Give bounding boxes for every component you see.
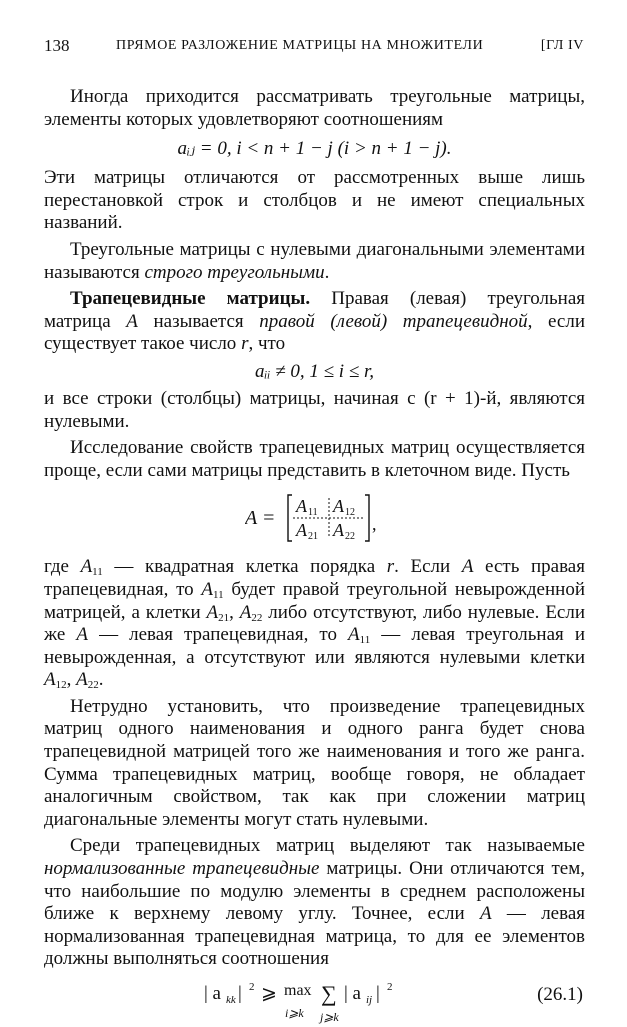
equation-26-1 <box>44 977 585 1027</box>
running-title: ПРЯМОЕ РАЗЛОЖЕНИЕ МАТРИЦЫ НА МНОЖИТЕЛИ <box>116 38 484 53</box>
equation-26-1-formula <box>204 977 404 1027</box>
eq-geq: ⩾ <box>261 983 277 1004</box>
eq-sum: ∑ <box>321 981 337 1006</box>
formula-diagonal-condition: aᵢᵢ ≠ 0, 1 ≤ i ≤ r, <box>254 360 375 382</box>
eq-lhs-close: | <box>238 983 242 1004</box>
paragraph-9: Среди трапецевидных матриц выделяют так называемые нормализованные трапецевидные матрицы. Они отличаются тем, что наибольшие по модулю элементы в среднем расположены ближе к верхнему левому углу. Точнее, если A — левая нормализованная трапецевидная матрица, то для ее элементов должны выполняться соотношения <box>44 835 585 970</box>
eq-rhs-open: | a <box>344 983 361 1004</box>
eq-max: max <box>284 982 312 999</box>
eq-rhs-sub: ij <box>366 994 373 1006</box>
block-a22-sub: 22 <box>344 531 355 543</box>
section-run-in-heading: Трапецевидные матрицы. <box>70 288 311 310</box>
paragraph-2: Эти матрицы отличаются от рассмотренных выше лишь перестановкой строк и столбцов и не имеют специальных названий. <box>44 167 585 234</box>
chapter-marker: [ГЛ IV <box>540 38 584 53</box>
paragraph-5: и все строки (столбцы) матрицы, начиная с (r + 1)-й, являются нулевыми. <box>44 387 585 432</box>
block-a11: A <box>295 496 307 517</box>
block-matrix-formula <box>44 490 585 546</box>
block-a12-sub: 12 <box>344 507 355 519</box>
matrix-comma: , <box>371 514 376 535</box>
paragraph-1: Иногда приходится рассматривать треугольные матрицы, элементы которых удовлетворяют соотношениям <box>44 86 585 130</box>
block-a22: A <box>332 520 344 541</box>
eq-rhs-close: | <box>376 983 380 1004</box>
page-body <box>44 86 585 1027</box>
paragraph-3: Треугольные матрицы с нулевыми диагональными элементами называются строго треугольными. <box>44 238 585 283</box>
block-a11-sub: 11 <box>307 507 318 519</box>
eq-lhs-sub: kk <box>226 994 236 1006</box>
block-a12: A <box>332 496 344 517</box>
formula-triangular-condition: aᵢⱼ = 0, i < n + 1 − j (i > n + 1 − j). <box>177 138 452 160</box>
eq-rhs-sup: 2 <box>387 981 393 993</box>
paragraph-8: Нетрудно установить, что произведение трапецевидных матриц одного наименования и одного ранга будет снова трапецевидной матрицей того же наименования и того же ранга. Сумма трапецевидных матриц, вообще говоря, не обладает аналогичным свойством, так как при сложении матриц диагональные элементы могут стать нулевыми. <box>44 695 585 830</box>
eq-sum-sub: j⩾k <box>320 1010 339 1024</box>
eq-lhs-sup: 2 <box>249 981 255 993</box>
matrix-lhs: A = <box>244 507 275 530</box>
block-a21-sub: 21 <box>307 531 318 543</box>
page-number: 138 <box>44 36 70 55</box>
block-matrix <box>245 490 385 546</box>
paragraph-block-description: где $A_{11}$ — квадратная клетка порядка r. Если A есть правая трапецевидная, то $A_{11}$ будет правой треугольной невырожденной матрицей, а клетки $A_{21}$, $A_{22}$ либо отсутствуют, либо нулевые. Если же A — левая трапецевидная, то $A_{11}$ — левая треугольная и невырожденная, а отсутствуют или являются нулевыми клетки $A_{12}$, $A_{22}$. <box>44 556 586 692</box>
eq-max-sub: i⩾k <box>285 1006 304 1020</box>
paragraph-trapezoidal-definition: Трапецевидные матрицы. Правая (левая) треугольная матрица A называется правой (левой) трапецевидной, если существует такое число r, что <box>44 288 586 355</box>
eq-lhs-open: | a <box>204 983 221 1004</box>
block-a21: A <box>295 520 307 541</box>
equation-number: (26.1) <box>537 984 583 1005</box>
paragraph-6: Исследование свойств трапецевидных матриц осуществляется проще, если сами матрицы представить в клеточном виде. Пусть <box>44 437 585 481</box>
